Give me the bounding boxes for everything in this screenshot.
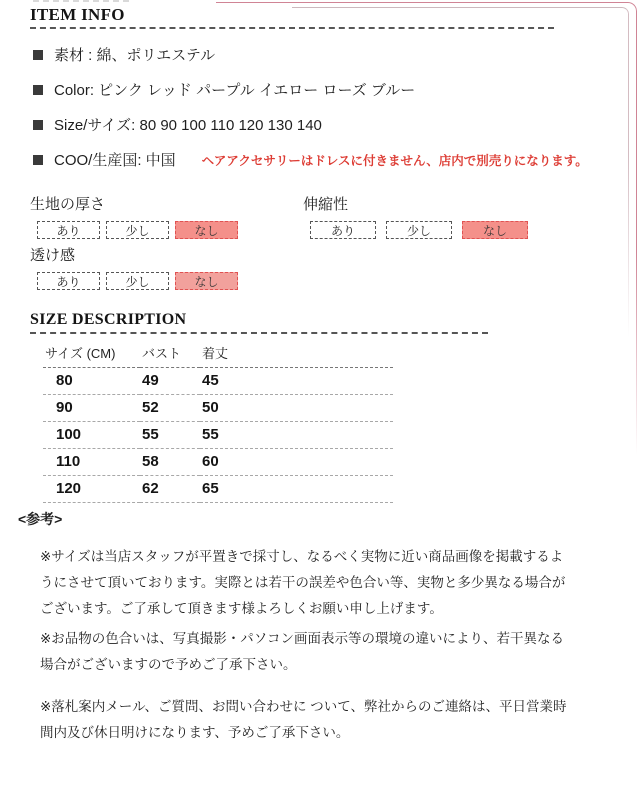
- reference-paragraph-color: ※お品物の色合いは、写真撮影・パソコン画面表示等の環境の違いにより、若干異なる場合がございますので予めご了承下さい。: [40, 631, 565, 672]
- table-row: [43, 395, 393, 422]
- attr-group-stretch: [303, 193, 538, 239]
- reference-title: <参考>: [18, 511, 63, 527]
- cell-length: 55: [200, 422, 393, 449]
- attr-group-sheer: [30, 244, 244, 290]
- size-table: [43, 341, 393, 503]
- cell-bust: 55: [140, 422, 200, 449]
- option-chip-ari: あり: [37, 221, 100, 239]
- material-text: 素材 : 綿、ポリエステル: [54, 47, 216, 64]
- table-row: [43, 449, 393, 476]
- accessory-warning-note: ヘアアクセサリーはドレスに付きません、店内で別売りになります。: [201, 153, 588, 168]
- option-chip-sukoshi: 少し: [106, 272, 169, 290]
- attr-options-stretch: [310, 221, 538, 239]
- cell-bust: 62: [140, 476, 200, 503]
- cell-size: 120: [43, 476, 140, 503]
- cell-length: 45: [200, 368, 393, 395]
- size-description-title: SIZE DESCRIPTION: [30, 311, 187, 328]
- bullet-square-icon: [33, 120, 43, 130]
- option-chip-nashi-selected: なし: [175, 221, 238, 239]
- attr-label-thickness: 生地の厚さ: [30, 196, 106, 213]
- option-chip-ari: あり: [37, 272, 100, 290]
- reference-paragraph-contact: ※落札案内メール、ご質問、お問い合わせに ついて、弊社からのご連絡は、平日営業時間内及び休日明けになります、予めご了承下さい。: [40, 699, 567, 740]
- size-text: Size/サイズ: 80 90 100 110 120 130 140: [54, 117, 322, 134]
- reference-paragraph-sizing: ※サイズは当店スタッフが平置きで採寸し、なるべく実物に近い商品画像を掲載するようにさせて頂いております。実際とは若干の誤差や色合い等、実物と多少異なる場合がございます。ご了承して頂きます様よろしくお願い申し上げます。: [40, 549, 566, 616]
- col-header-length: 着丈: [200, 341, 393, 368]
- col-header-bust: バスト: [140, 341, 200, 368]
- cell-bust: 58: [140, 449, 200, 476]
- size-table-header-row: [43, 341, 393, 368]
- attr-options-thickness: [37, 221, 244, 239]
- col-header-size: サイズ (CM): [43, 341, 140, 368]
- cell-size: 110: [43, 449, 140, 476]
- decorative-top-dash: [33, 0, 129, 2]
- option-chip-nashi-selected: なし: [175, 272, 238, 290]
- item-info-underline: [30, 27, 554, 29]
- table-row: [43, 476, 393, 503]
- cell-length: 50: [200, 395, 393, 422]
- bullet-square-icon: [33, 50, 43, 60]
- option-chip-sukoshi: 少し: [386, 221, 452, 239]
- cell-length: 65: [200, 476, 393, 503]
- bullet-square-icon: [33, 85, 43, 95]
- size-row: [33, 114, 322, 135]
- table-row: [43, 368, 393, 395]
- option-chip-ari: あり: [310, 221, 376, 239]
- cell-size: 100: [43, 422, 140, 449]
- attr-label-stretch: 伸縮性: [303, 196, 349, 213]
- cell-bust: 52: [140, 395, 200, 422]
- material-row: [33, 44, 215, 65]
- item-info-title: ITEM INFO: [30, 5, 125, 24]
- color-text: Color: ピンク レッド パープル イエロー ローズ ブルー: [54, 82, 416, 99]
- attr-label-sheer: 透け感: [30, 247, 76, 264]
- table-row: [43, 422, 393, 449]
- attr-options-sheer: [37, 272, 244, 290]
- attr-group-thickness: [30, 193, 244, 239]
- coo-row: [33, 149, 588, 170]
- option-chip-nashi-selected: なし: [462, 221, 528, 239]
- cell-size: 80: [43, 368, 140, 395]
- cell-bust: 49: [140, 368, 200, 395]
- size-description-underline: [30, 332, 488, 334]
- cell-size: 90: [43, 395, 140, 422]
- option-chip-sukoshi: 少し: [106, 221, 169, 239]
- cell-length: 60: [200, 449, 393, 476]
- decorative-pink-frame-inner: [292, 7, 629, 338]
- coo-text: COO/生産国: 中国: [54, 152, 176, 169]
- bullet-square-icon: [33, 155, 43, 165]
- color-row: [33, 79, 415, 100]
